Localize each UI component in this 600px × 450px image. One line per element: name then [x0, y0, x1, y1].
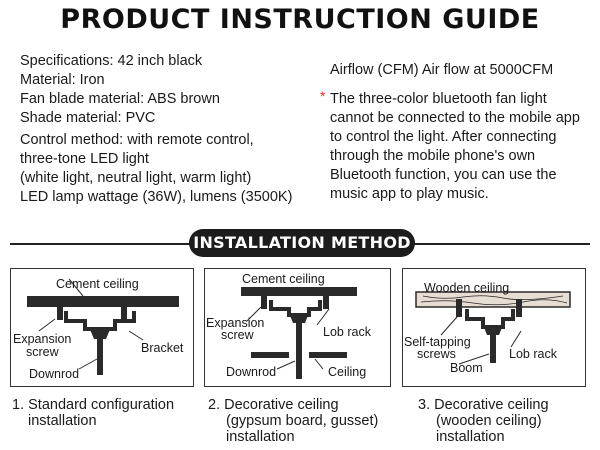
cement-ceiling-label: Cement ceiling [56, 277, 139, 291]
lob-rack-label: Lob rack [509, 347, 557, 361]
caption-line: (gypsum board, gusset) [226, 413, 379, 429]
spec-blade-material: Fan blade material: ABS brown [20, 91, 220, 107]
asterisk-marker: * [320, 88, 326, 104]
caption-line: installation [28, 413, 97, 429]
ceiling-panel-label: Ceiling [328, 365, 367, 379]
diagram-wooden-installation [402, 268, 586, 387]
bluetooth-note-text: The three-color bluetooth fan light cannot be connected to the mobile app to control the light. After connecting through the mobile phone's own Bluetooth function, you can use the music app to play music. [330, 91, 580, 202]
spec-control-colors: (white light, neutral light, warm light) [20, 170, 252, 186]
spec-control-method: Control method: with remote control, [20, 132, 254, 148]
caption-line: (wooden ceiling) [436, 413, 542, 429]
spec-size: Specifications: 42 inch black [20, 53, 203, 69]
wooden-ceiling-label: Wooden ceiling [424, 281, 510, 295]
expansion-label: Expansion [206, 316, 265, 330]
lob-rack-label: Lob rack [323, 325, 371, 339]
spec-wattage: LED lamp wattage (36W), lumens (3500K) [20, 189, 293, 205]
expansion-label: Expansion [13, 332, 72, 346]
specifications-block [20, 52, 320, 207]
caption-line: 1. Standard configuration [12, 397, 175, 413]
self-tapping-label: Self-tapping [404, 335, 471, 349]
caption-line: 3. Decorative ceiling [418, 397, 549, 413]
bluetooth-note [320, 90, 592, 204]
screws-label: screws [417, 347, 456, 361]
airflow-spec: Airflow (CFM) Air flow at 5000CFM [330, 62, 554, 78]
page-title: PRODUCT INSTRUCTION GUIDE [60, 4, 540, 35]
screw-label: screw [221, 328, 254, 342]
caption-line: installation [436, 429, 505, 445]
cement-ceiling-label: Cement ceiling [242, 272, 325, 286]
section-heading: INSTALLATION METHOD [189, 229, 415, 257]
downrod-label: Downrod [29, 367, 80, 381]
spec-material: Material: Iron [20, 72, 105, 88]
diagram-standard-installation [10, 268, 194, 387]
diagram-gypsum-installation [204, 268, 391, 387]
screw-label: screw [26, 345, 59, 359]
spec-shade-material: Shade material: PVC [20, 110, 156, 126]
spec-control-light: three-tone LED light [20, 151, 149, 167]
bracket-label: Bracket [141, 341, 184, 355]
downrod-label: Downrod [226, 365, 277, 379]
caption-line: installation [226, 429, 295, 445]
caption-wooden-installation [418, 397, 596, 445]
caption-standard-installation [12, 397, 198, 429]
boom-label: Boom [450, 361, 483, 375]
caption-gypsum-installation [208, 397, 394, 445]
caption-line: 2. Decorative ceiling [208, 397, 339, 413]
